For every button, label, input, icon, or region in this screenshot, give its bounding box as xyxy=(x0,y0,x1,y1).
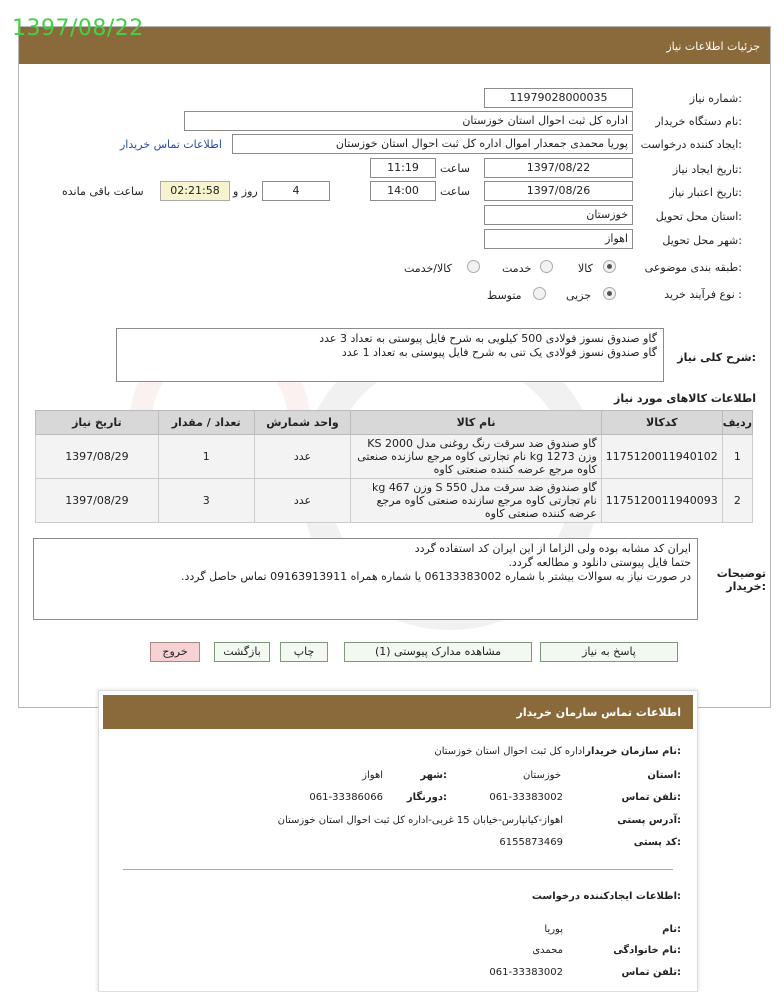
process-medium-radio[interactable] xyxy=(533,287,546,300)
attachments-button[interactable]: مشاهده مدارک پیوستی (1) xyxy=(344,642,532,662)
need-number-field[interactable]: 11979028000035 xyxy=(484,88,633,108)
notes-line: ایران کد مشابه بوده ولی الزاما از این ایران کد استفاده گردد xyxy=(414,542,691,555)
requester-field[interactable]: پوریا محمدی جمعدار اموال اداره کل ثبت احوال استان خوزستان xyxy=(232,134,633,154)
contact-org-label: نام سازمان خریدار: xyxy=(585,746,681,757)
cell-name: گاو صندوق ضد سرقت مدل S 550 وزن 467 kg نام تجارتی کاوه مرجع سازنده صنعتی کاوه مرجع عرضه کننده صنعتی کاوه xyxy=(351,479,602,523)
divider xyxy=(123,869,673,870)
buyer-org-label: نام دستگاه خریدار: xyxy=(655,115,742,128)
cell-code: 1175120011940093 xyxy=(601,479,722,523)
summary-line: گاو صندوق نسوز فولادی یک تنی به شرح فایل پیوستی به تعداد 1 عدد xyxy=(341,346,657,359)
col-row: ردیف xyxy=(722,411,752,435)
creator-family-value: محمدی xyxy=(532,945,563,956)
creator-family-label: نام خانوادگی: xyxy=(613,945,681,956)
summary-label: شرح کلی نیاز: xyxy=(677,351,756,364)
reply-button[interactable]: پاسخ به نیاز xyxy=(540,642,678,662)
valid-time-label: ساعت xyxy=(440,185,470,198)
contact-card-header xyxy=(103,695,693,729)
category-both-label: کالا/خدمت xyxy=(404,262,452,275)
items-section-title: اطلاعات کالاهای مورد نیاز xyxy=(614,392,756,405)
summary-textarea[interactable] xyxy=(116,328,664,382)
cell-qty: 3 xyxy=(158,479,254,523)
category-label: طبقه بندی موضوعی: xyxy=(644,261,742,274)
cell-name: گاو صندوق ضد سرقت رنگ روغنی مدل KS 2000 وزن 1273 kg نام تجارتی کاوه مرجع سازنده صنعتی کاوه مرجع عرضه کننده صنعتی کاوه xyxy=(351,435,602,479)
valid-time-field[interactable]: 14:00 xyxy=(370,181,436,201)
valid-date-label: تاریخ اعتبار نیاز: xyxy=(669,186,742,199)
cell-unit: عدد xyxy=(254,479,351,523)
category-service-label: خدمت xyxy=(502,262,532,275)
contact-city-label: شهر: xyxy=(420,770,447,781)
table-row xyxy=(36,479,753,523)
back-button[interactable]: بازگشت xyxy=(214,642,270,662)
valid-date-field[interactable]: 1397/08/26 xyxy=(484,181,633,201)
category-both-radio[interactable] xyxy=(467,260,480,273)
items-table xyxy=(35,410,753,523)
buyer-notes-textarea[interactable] xyxy=(33,538,698,620)
province-label: استان محل تحویل: xyxy=(655,210,742,223)
category-goods-radio[interactable] xyxy=(603,260,616,273)
contact-province-value: خوزستان xyxy=(523,770,561,781)
stamp-date: 1397/08/22 xyxy=(12,16,144,41)
cell-row: 2 xyxy=(722,479,752,523)
page-title: جزئیات اطلاعات نیاز xyxy=(666,40,760,53)
print-button[interactable]: چاپ xyxy=(280,642,328,662)
process-minor-radio[interactable] xyxy=(603,287,616,300)
contact-address-value: اهواز-کیانپارس-خیابان 15 غربی-اداره کل ثبت احوال استان خوزستان xyxy=(277,815,563,826)
created-date-field[interactable]: 1397/08/22 xyxy=(484,158,633,178)
days-field[interactable]: 4 xyxy=(262,181,330,201)
creator-name-value: پوریا xyxy=(544,924,563,935)
process-label: نوع فرآیند خرید : xyxy=(664,288,742,301)
category-service-radio[interactable] xyxy=(540,260,553,273)
creator-name-label: نام: xyxy=(662,924,681,935)
buyer-org-field[interactable]: اداره کل ثبت احوال استان خوزستان xyxy=(184,111,633,131)
cell-qty: 1 xyxy=(158,435,254,479)
cell-row: 1 xyxy=(722,435,752,479)
col-unit: واحد شمارش xyxy=(254,411,351,435)
buyer-contact-link[interactable]: اطلاعات تماس خریدار xyxy=(120,138,222,151)
col-date: تاریخ نیاز xyxy=(36,411,159,435)
col-name: نام کالا xyxy=(351,411,602,435)
col-code: کدکالا xyxy=(601,411,722,435)
contact-phone-value: 061-33383002 xyxy=(489,792,563,803)
process-medium-label: متوسط xyxy=(487,289,522,302)
contact-province-label: استان: xyxy=(647,770,681,781)
cell-code: 1175120011940102 xyxy=(601,435,722,479)
contact-postal-label: کد پستی: xyxy=(633,837,681,848)
days-label: روز و xyxy=(233,185,258,198)
cell-date: 1397/08/29 xyxy=(36,435,159,479)
creator-section-title: اطلاعات ایجادکننده درخواست: xyxy=(531,891,681,902)
summary-line: گاو صندوق نسوز فولادی 500 کیلویی به شرح فایل پیوستی به تعداد 3 عدد xyxy=(319,332,657,345)
buyer-notes-label: توضیحات خریدار: xyxy=(716,567,766,593)
city-label: شهر محل تحویل: xyxy=(662,234,742,247)
table-row xyxy=(36,435,753,479)
col-qty: تعداد / مقدار xyxy=(158,411,254,435)
process-minor-label: جزیی xyxy=(566,289,592,302)
remaining-timer: 02:21:58 xyxy=(160,181,230,201)
notes-line: حتما فایل پیوستی دانلود و مطالعه گردد. xyxy=(508,556,691,569)
exit-button[interactable]: خروج xyxy=(150,642,200,662)
created-time-label: ساعت xyxy=(440,162,470,175)
contact-postal-value: 6155873469 xyxy=(499,837,563,848)
need-number-label: شماره نیاز: xyxy=(689,92,742,105)
contact-card-title: اطلاعات تماس سازمان خریدار xyxy=(516,706,681,719)
contact-fax-label: دورنگار: xyxy=(406,792,447,803)
contact-org-value: اداره کل ثبت احوال استان خوزستان xyxy=(434,746,585,757)
buyer-contact-card xyxy=(98,690,698,992)
cell-unit: عدد xyxy=(254,435,351,479)
cell-date: 1397/08/29 xyxy=(36,479,159,523)
contact-phone-label: تلفن تماس: xyxy=(621,792,681,803)
creator-phone-label: تلفن تماس: xyxy=(621,967,681,978)
created-time-field[interactable]: 11:19 xyxy=(370,158,436,178)
remaining-label: ساعت باقی مانده xyxy=(62,185,144,198)
contact-address-label: آدرس پستی: xyxy=(617,815,681,826)
contact-city-value: اهواز xyxy=(362,770,383,781)
contact-fax-value: 061-33386066 xyxy=(309,792,383,803)
city-field[interactable]: اهواز xyxy=(484,229,633,249)
notes-line: در صورت نیاز به سوالات بیشتر با شماره 06133383002 یا شماره همراه 09163913911 تماس حاصل گردد. xyxy=(180,570,691,583)
requester-label: ایجاد کننده درخواست: xyxy=(640,138,742,151)
created-date-label: تاریخ ایجاد نیاز: xyxy=(672,163,742,176)
category-goods-label: کالا xyxy=(578,262,593,275)
creator-phone-value: 061-33383002 xyxy=(489,967,563,978)
province-field[interactable]: خوزستان xyxy=(484,205,633,225)
